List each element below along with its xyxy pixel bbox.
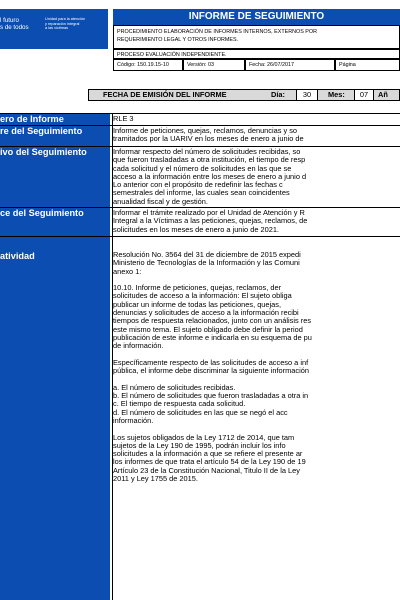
regulation-paragraph: Los sujetos obligados de la Ley 1712 de 2014, que tam sujetos de la Ley 190 de 1995, podrán incluir los info solicitudes a la información a que se refiere el presente ar los informes de que trata el artículo 54 de la Ley 190 de 19 Artículo 23 de la Constitución Nacional, Titulo II de la Ley 2011 y Ley 1755 de 2015.: [113, 432, 306, 484]
list-item: c. El tiempo de respuesta cada solicitud.: [113, 399, 246, 409]
value-follow-up-name: Informe de peticiones, quejas, reclamos, denuncias y so tramitados por la UARIV en los meses de enero a junio de: [113, 127, 304, 144]
label-objective: ivo del Seguimiento: [0, 147, 110, 207]
day-label: Día:: [271, 90, 285, 99]
logo-text: l futuro s de todos: [0, 17, 29, 31]
regulation-paragraph: 10.10. Informe de peticiones, quejas, reclamos, der solicitudes de acceso a la información: El sujeto obliga publicar un informe de todas las peticiones, quejas, denuncias y solicitudes de acceso a la información recibi tiempos de respuesta relacionados, junto con un análisis res este mismo tema. El sujeto obligado debe definir la period publicación de este informe e indicarla en su esquema de pu de información.: [113, 283, 312, 351]
version-cell: Versión: 03: [183, 59, 245, 71]
page-cell: Página: [335, 59, 400, 71]
document-metadata-row: [113, 59, 400, 71]
value-regulations: [113, 251, 400, 483]
label-regulations: atividad: [0, 237, 110, 600]
entity-logo: [0, 9, 108, 49]
label-scope: ce del Seguimiento: [0, 208, 110, 236]
emission-label: FECHA DE EMISIÓN DEL INFORME: [103, 90, 227, 99]
label-follow-up-name: re del Seguimiento: [0, 126, 110, 146]
process-cell: PROCESO EVALUACIÓN INDEPENDIENTE.: [113, 49, 400, 59]
list-item: d. El número de solicitudes en las que se negó el acc: [113, 407, 288, 417]
regulation-paragraph: Resolución No. 3564 del 31 de diciembre de 2015 expedi Ministerio de Tecnologías de la Información y las Comuni anexo 1:: [113, 251, 301, 276]
label-report-number: ero de Informe: [0, 114, 110, 125]
list-item: b. El número de solicitudes que fueron trasladadas a otra in: [113, 391, 309, 401]
document-title: INFORME DE SEGUIMIENTO: [113, 9, 400, 25]
code-cell: Código: 150.19.15-10: [113, 59, 183, 71]
value-report-number: RLE 3: [113, 115, 134, 123]
month-label: Mes:: [328, 90, 345, 99]
year-label: Añ: [378, 90, 388, 99]
emission-date-bar: [88, 89, 400, 101]
value-scope: Informar el trámite realizado por el Unidad de Atención y R Integral a la Víctimas a las peticiones, quejas, reclamos, de solicitudes en los meses de enero a junio de 2021.: [113, 209, 308, 234]
list-item: a. El número de solicitudes recibidas.: [113, 382, 236, 392]
regulation-list: a. El número de solicitudes recibidas. b. El número de solicitudes que fueron trasladadas a otra in c. El tiempo de respuesta cada solicitud. d. El número de solicitudes en las que se negó el acc información.: [113, 384, 400, 425]
regulation-paragraph: Específicamente respecto de las solicitudes de acceso a inf pública, el informe debe discriminar la siguiente información: [113, 357, 309, 376]
day-value: 30: [296, 90, 318, 100]
date-cell: Fecha: 26/07/2017: [245, 59, 335, 71]
value-objective: Informar respecto del número de solicitudes recibidas, so que fueron trasladadas a otra institución, el tiempo de resp cada solicitud y el número de solicitudes en las que se acceso a la información entre los meses de enero a junio d Lo anterior con el propósito de redefinir las fechas c semestrales del informe, las cuales sean coincidentes anualidad fiscal y de gestión.: [113, 148, 307, 206]
procedure-cell: PROCEDIMIENTO ELABORACIÓN DE INFORMES INTERNOS, EXTERNOS POR REQUERIMIENTO LEGAL Y OTROS INFORMES.: [113, 25, 400, 49]
month-value: 07: [354, 90, 374, 100]
logo-subtext: Unidad para la atención y reparación integral a las víctimas: [45, 17, 86, 31]
